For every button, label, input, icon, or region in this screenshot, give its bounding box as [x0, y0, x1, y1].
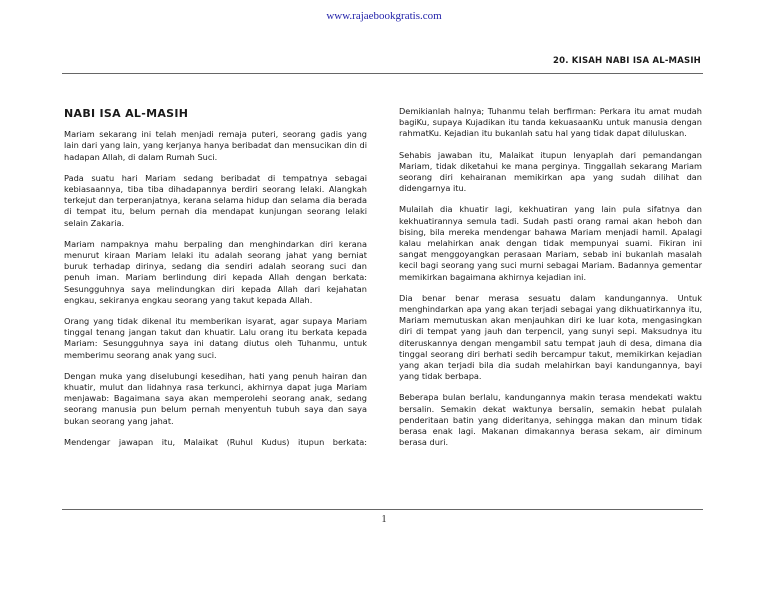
site-url-link[interactable]: www.rajaebookgratis.com — [326, 10, 442, 22]
paragraph: Mariam sekarang ini telah menjadi remaja puteri, seorang gadis yang lain dari yang lain, yang kerjanya hanya beribadat dan mensucikan din di hadapan Allah, di dalam Rumah Suci. — [64, 129, 367, 162]
header-divider — [62, 73, 703, 74]
paragraph: Mulailah dia khuatir lagi, kekhuatiran yang lain pula sifatnya dan kekhuatirannya semula tadi. Sudah pasti orang ramai akan heboh dan bising, bila mereka mendengar bahawa Mariam menjadi hamil. Apalagi kalau melahirkan anak dengan tidak mempunyai suami. Fikiran ini sangat menggoyangkan perasaan Mariam, sebab ini bukanlah masalah kecil bagi seorang yang suci murni sebagai Mariam. Badannya gementar memikirkan bagaimana akhirnya kejadian ini. — [399, 204, 702, 282]
footer-divider — [62, 509, 703, 510]
paragraph: Demikianlah halnya; Tuhanmu telah berfirman: Perkara itu amat mudah bagiKu, supaya Kujadikan itu tanda kekuasaanKu untuk manusia dengan rahmatKu. Kejadian itu bukanlah satu hal yang tidak dapat diluluskan. — [399, 106, 702, 139]
page-number: 1 — [381, 514, 387, 525]
paragraph: Mendengar jawapan itu, Malaikat (Ruhul Kudus) itupun berkata: — [64, 436, 367, 447]
paragraph: Dengan muka yang diselubungi kesedihan, hati yang penuh hairan dan khuatir, mulut dan lidahnya rasa terkunci, akhirnya dapat juga Mariam menjawab: Bagaimana saya akan memperolehi seorang anak, sedang seorang manusia pun belum pernah menyentuh tubuh saya dan saya bukan seorang yang jahat. — [64, 370, 367, 426]
paragraph: Orang yang tidak dikenal itu memberikan isyarat, agar supaya Mariam tinggal tenang jangan takut dan khuatir. Lalu orang itu berkata kepada Mariam: Sesungguhnya saya ini datang diutus oleh Tuhanmu, untuk memberimu seorang anak yang suci. — [64, 316, 367, 360]
paragraph: Dia benar benar merasa sesuatu dalam kandungannya. Untuk menghindarkan apa yang akan terjadi sebagai yang dikhuatirkannya itu, Mariam memutuskan akan menjauhkan diri ke luar kota, mengasingkan diri di tempat yang jauh dan terpencil, yang sunyi sepi. Maksudnya itu diteruskannya dengan mengambil satu tempat jauh di desa, dimana dia tinggal seorang diri berhati sedih bercampur takut, memikirkan kejadian yang akan terjadi bila dia sudah melahirkan bayi kandungannya, bayi yang tidak berbapa. — [399, 292, 702, 382]
right-column — [399, 106, 702, 458]
section-heading: NABI ISA AL-MASIH — [64, 107, 189, 120]
paragraph: Mariam nampaknya mahu berpaling dan menghindarkan diri kerana menurut kiraan Mariam lelaki itu adalah seorang jahat yang berniat buruk terhadap dirinya, sedang dia sendiri adalah seorang suci dan penuh iman. Mariam berlindung diri kepada Allah dengan berkata: Sesungguhnya saya melindungkan diri kepada Allah dari kejahatan engkau, sekiranya engkau seorang yang takut kepada Allah. — [64, 238, 367, 305]
left-column — [64, 108, 367, 458]
paragraph: Beberapa bulan berlalu, kandungannya makin terasa mendekati waktu bersalin. Semakin dekat waktunya bersalin, semakin hebat pulalah penderitaan batin yang dideritanya, sehingga makan dan minum tidak berasa enak lagi. Makanan dimakannya berasa sekam, air diminum berasa duri. — [399, 392, 702, 448]
paragraph: Pada suatu hari Mariam sedang beribadat di tempatnya sebagai kebiasaannya, tiba tiba dihadapannya berdiri seorang lelaki. Alangkah terkejut dan terperanjatnya, kerana selama hidup dan selama dia berada di tempat itu, belum pernah dia mendapat kunjungan seorang lelaki selain Zakaria. — [64, 172, 367, 228]
paragraph: Sehabis jawaban itu, Malaikat itupun lenyaplah dari pemandangan Mariam, tidak diketahui ke mana perginya. Tinggallah sekarang Mariam seorang diri kehairanan memikirkan apa yang sudah dilihat dan didengarnya itu. — [399, 149, 702, 194]
chapter-title: 20. KISAH NABI ISA AL-MASIH — [552, 56, 701, 66]
